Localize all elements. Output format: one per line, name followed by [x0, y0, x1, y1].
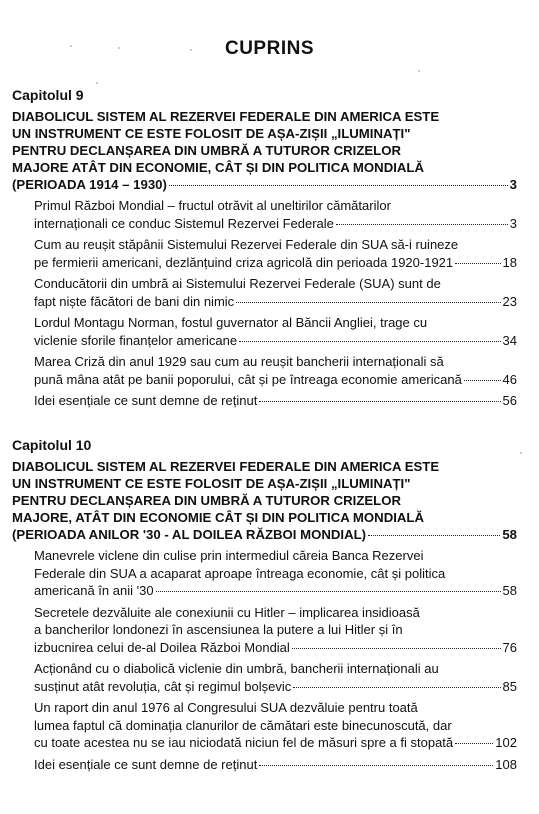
- paper-speck: [96, 82, 98, 84]
- chapter-9: [12, 86, 517, 410]
- page-number: 85: [502, 678, 517, 694]
- toc-entry-last-line: [34, 215, 517, 233]
- toc-entry-text: fapt niște făcători de bani din nimic: [34, 293, 235, 309]
- chapter-title-last-line: [12, 526, 517, 543]
- toc-entry-text: americană în anii '30: [34, 583, 154, 598]
- toc-entry-last-line: [34, 293, 517, 311]
- dot-leader: [259, 401, 500, 402]
- dot-leader: [156, 591, 501, 592]
- chapter-title-line: DIABOLICUL SISTEM AL REZERVEI FEDERALE DIN AMERICA ESTE: [12, 109, 440, 124]
- toc-entry-line: Marea Criză din anul 1929 sau cum au reușit bancherii internaționali să: [34, 354, 444, 369]
- paper-speck: [118, 47, 120, 49]
- toc-entry-text: cu toate acestea nu se iau niciodată niciun fel de măsuri spre a fi stopată: [34, 735, 454, 750]
- toc-entry[interactable]: [12, 275, 517, 310]
- chapter-title-last-line: [12, 176, 517, 193]
- toc-entry[interactable]: [12, 660, 517, 695]
- dot-leader: [336, 224, 508, 225]
- toc-entry[interactable]: [12, 699, 517, 752]
- toc-entry-line: Primul Război Mondial – fructul otrăvit al uneltirilor cămătarilor: [34, 198, 391, 213]
- chapter-title[interactable]: [12, 108, 517, 193]
- toc-entry-text: viclenie sforile finanțelor americane: [34, 332, 238, 348]
- dot-leader: [293, 687, 500, 688]
- chapter-title-line: UN INSTRUMENT CE ESTE FOLOSIT DE AȘA-ZIȘII „ILUMINAȚI": [12, 126, 411, 141]
- toc-entry-line: Manevrele viclene din culise prin intermediul căreia Banca Rezervei: [34, 548, 424, 563]
- toc-entry-line: Cum au reușit stăpânii Sistemului Rezervei Federale din SUA să-i ruineze: [34, 237, 459, 252]
- toc-entry-text: izbucnirea celui de-al Doilea Război Mondial: [34, 639, 290, 655]
- dot-leader: [455, 263, 500, 264]
- page-title: CUPRINS: [224, 38, 314, 59]
- toc-entry-last-line: [34, 639, 517, 657]
- chapter-title-line: MAJORE, ATÂT DIN ECONOMIE CÂT ȘI DIN POLITICA MONDIALĂ: [12, 510, 424, 525]
- toc-entry-line: Lordul Montagu Norman, fostul guvernator al Băncii Angliei, trage cu: [34, 315, 428, 330]
- page-number: 23: [502, 293, 517, 309]
- toc-entry[interactable]: [12, 353, 517, 388]
- page-number: 76: [502, 639, 517, 655]
- paper-speck: [190, 49, 192, 51]
- toc-entry[interactable]: [12, 197, 517, 232]
- toc-entry-text: susținut atât revoluția, cât și regimul bolșevic: [34, 678, 292, 694]
- toc-entry-line: Federale din SUA a acaparat aproape întreaga economie, cât și politica: [34, 565, 446, 581]
- chapter-title-line: PENTRU DECLANȘAREA DIN UMBRĂ A TUTUROR CRIZELOR: [12, 143, 402, 158]
- toc-entry-line: Acționând cu o diabolică viclenie din umbră, bancherii internaționali au: [34, 661, 439, 676]
- toc-entry[interactable]: [12, 392, 517, 410]
- page-number: 58: [502, 583, 517, 598]
- toc-entry-line: lumea faptul că dominația clanurilor de cămătari este binecunoscută, dar: [34, 717, 452, 733]
- toc-entry-text: Idei esențiale ce sunt demne de reținut: [34, 393, 258, 408]
- toc-entry-last-line: [34, 254, 517, 272]
- toc-entry[interactable]: [12, 604, 517, 657]
- chapter-10: [12, 436, 517, 773]
- dot-leader: [239, 341, 500, 342]
- dot-leader: [236, 302, 500, 303]
- dot-leader: [455, 743, 493, 744]
- page-number: 102: [495, 735, 517, 750]
- chapter-title[interactable]: [12, 458, 517, 543]
- toc-entry-line: Secretele dezvăluite ale conexiunii cu Hitler – implicarea insidioasă: [34, 604, 420, 620]
- toc-entry-last-line: [34, 371, 517, 389]
- toc-entry-last-line: [34, 678, 517, 696]
- chapter-label: Capitolul 9: [12, 87, 84, 103]
- chapter-title-line: PENTRU DECLANȘAREA DIN UMBRĂ A TUTUROR CRIZELOR: [12, 493, 402, 508]
- toc-entry-last-line: [34, 392, 517, 410]
- toc-entry-text: pună mâna atât pe banii poporului, cât și pe întreaga economie americană: [34, 371, 462, 387]
- toc-entry[interactable]: [12, 236, 517, 271]
- page-number: 56: [502, 393, 517, 408]
- paper-speck: [70, 45, 72, 47]
- chapter-title-text: (PERIOADA ANILOR '30 - AL DOILEA RĂZBOI MONDIAL): [12, 527, 367, 542]
- paper-speck: [418, 70, 420, 72]
- toc-entry-last-line: [34, 332, 517, 350]
- toc-entry-last-line: [34, 582, 517, 600]
- toc-entry[interactable]: [12, 756, 517, 774]
- toc-entry-last-line: [34, 756, 517, 774]
- page-number: 3: [509, 215, 517, 231]
- dot-leader: [464, 380, 501, 381]
- toc-entry-text: Idei esențiale ce sunt demne de reținut: [34, 756, 258, 772]
- page-number: 108: [495, 756, 517, 772]
- chapter-title-line: MAJORE ATÂT DIN ECONOMIE, CÂT ȘI DIN POLITICA MONDIALĂ: [12, 160, 424, 175]
- toc-entry-line: a bancherilor londonezi în ascensiunea la putere a lui Hitler și în: [34, 622, 403, 637]
- page-number: 3: [509, 177, 517, 192]
- toc-entry[interactable]: [12, 314, 517, 349]
- dot-leader: [259, 765, 493, 766]
- dot-leader: [292, 648, 501, 649]
- chapter-title-line: UN INSTRUMENT CE ESTE FOLOSIT DE AȘA-ZIȘII „ILUMINAȚI": [12, 476, 411, 491]
- page-number: 34: [502, 332, 517, 348]
- page-number: 58: [502, 527, 517, 542]
- toc-entry-line: Un raport din anul 1976 al Congresului SUA dezvăluie pentru toată: [34, 700, 418, 715]
- toc-entry[interactable]: [12, 547, 517, 600]
- chapter-title-line: DIABOLICUL SISTEM AL REZERVEI FEDERALE DIN AMERICA ESTE: [12, 459, 440, 474]
- toc-entry-text: internaționali ce conduc Sistemul Rezervei Federale: [34, 215, 334, 231]
- dot-leader: [169, 185, 508, 186]
- paper-speck: [520, 452, 522, 454]
- dot-leader: [368, 535, 500, 536]
- page-number: 46: [502, 371, 517, 387]
- toc-entry-text: pe fermierii americani, dezlănțuind criza agricolă din perioada 1920-1921: [34, 254, 454, 270]
- chapter-label: Capitolul 10: [12, 437, 92, 453]
- toc-entry-last-line: [34, 734, 517, 752]
- toc-entry-line: Conducătorii din umbră ai Sistemului Rezervei Federale (SUA) sunt de: [34, 276, 441, 291]
- page-number: 18: [502, 254, 517, 270]
- chapter-title-text: (PERIOADA 1914 – 1930): [12, 177, 167, 192]
